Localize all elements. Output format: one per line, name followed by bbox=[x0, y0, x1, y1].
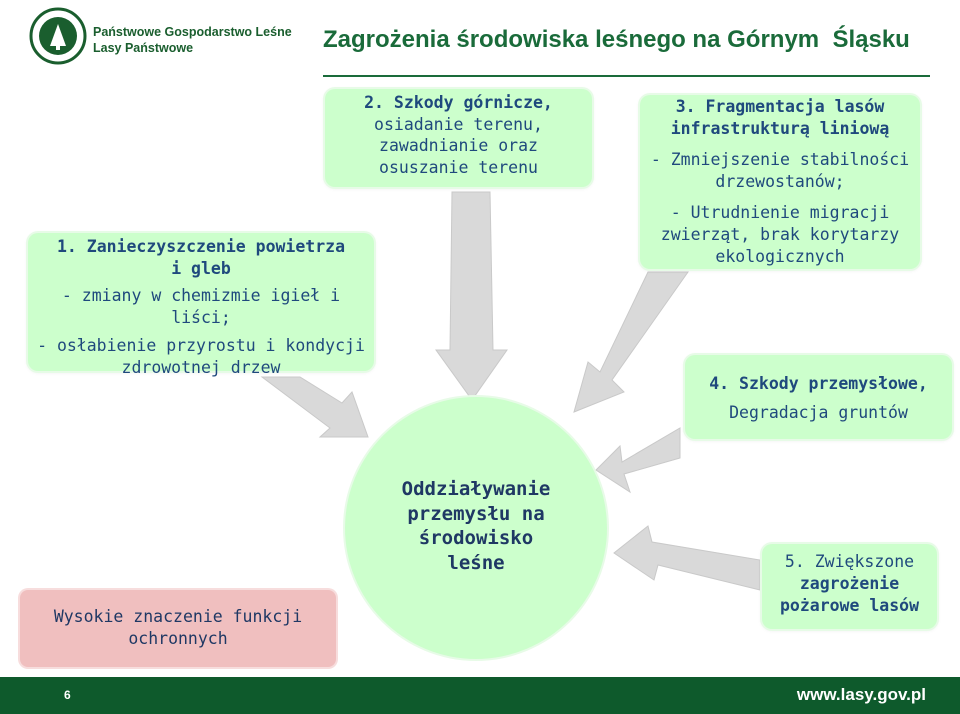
threat-5-detail: 5. Zwiększone bbox=[784, 552, 915, 571]
threat-box-industrial-damage bbox=[685, 355, 952, 439]
threat-box-mining-damage bbox=[325, 89, 592, 187]
center-label-line: leśne bbox=[447, 551, 505, 574]
threat-4-heading-line: 4. Szkody przemysłowe, bbox=[709, 374, 928, 393]
threat-5-heading-line: pożarowe lasów bbox=[779, 596, 920, 615]
threat-2-detail: osiadanie terenu, bbox=[374, 114, 543, 134]
arrow-from-box2 bbox=[436, 192, 507, 400]
threat-5-heading bbox=[762, 573, 937, 617]
page-number: 6 bbox=[64, 688, 71, 702]
center-circle bbox=[345, 397, 607, 659]
threat-1-heading bbox=[28, 236, 374, 280]
arrow-from-box4 bbox=[596, 428, 680, 492]
threat-3-heading-line: infrastrukturą liniową bbox=[670, 119, 890, 138]
arrow-from-box5 bbox=[614, 526, 760, 590]
threat-5-heading-line: zagrożenie bbox=[799, 574, 900, 593]
center-label-line: Oddziaływanie bbox=[401, 478, 551, 500]
threat-box-forest-fragmentation bbox=[640, 95, 920, 269]
organization-line-1: Państwowe Gospodarstwo Leśne bbox=[93, 25, 292, 39]
center-label-line: środowisko bbox=[418, 527, 534, 549]
organization-line-2: Lasy Państwowe bbox=[93, 41, 194, 55]
threat-1-detail: - zmiany w chemizmie igieł i liści; bbox=[61, 286, 341, 327]
threat-box-air-soil-pollution bbox=[28, 233, 374, 377]
threat-3-detail: - Utrudnienie migracji bbox=[670, 203, 890, 222]
threat-3-detail: zwierząt, brak korytarzy bbox=[660, 225, 900, 244]
threat-3-heading bbox=[640, 96, 920, 140]
threat-3-detail: ekologicznych bbox=[715, 247, 845, 266]
threat-4-detail: Degradacja gruntów bbox=[729, 403, 908, 422]
threat-3-detail: - Zmniejszenie stabilności bbox=[650, 150, 910, 169]
threat-2-detail: zawadnianie oraz bbox=[379, 136, 538, 155]
website-link[interactable]: www.lasy.gov.pl bbox=[796, 685, 926, 704]
threat-3-detail: drzewostanów; bbox=[715, 172, 845, 191]
threat-1-detail: zdrowotnej drzew bbox=[121, 358, 281, 377]
arrow-from-box1 bbox=[262, 377, 368, 437]
protective-label-line: Wysokie znaczenie funkcji bbox=[53, 607, 303, 626]
threat-box-fire-risk bbox=[762, 544, 937, 629]
threat-2-heading bbox=[325, 92, 592, 114]
threat-1-detail: - osłabienie przyrostu i kondycji bbox=[37, 336, 365, 355]
page-title: Zagrożenia środowiska leśnego na Górnym Śląsku bbox=[323, 26, 910, 53]
threat-4-heading bbox=[685, 369, 952, 398]
threat-3-heading-line: 3. Fragmentacja lasów bbox=[675, 97, 885, 116]
center-label-line: przemysłu na bbox=[407, 502, 545, 525]
footer-bar bbox=[0, 677, 960, 714]
protective-label-line: ochronnych bbox=[128, 629, 228, 648]
threat-1-heading-line: i gleb bbox=[171, 259, 231, 278]
threat-2-detail: osuszanie terenu bbox=[379, 157, 538, 177]
protective-function-box bbox=[20, 590, 336, 667]
arrow-from-box3 bbox=[574, 272, 688, 412]
threat-2-heading-line: 2. Szkody górnicze, bbox=[364, 93, 553, 112]
threat-1-heading-line: 1. Zanieczyszczenie powietrza bbox=[56, 237, 346, 256]
